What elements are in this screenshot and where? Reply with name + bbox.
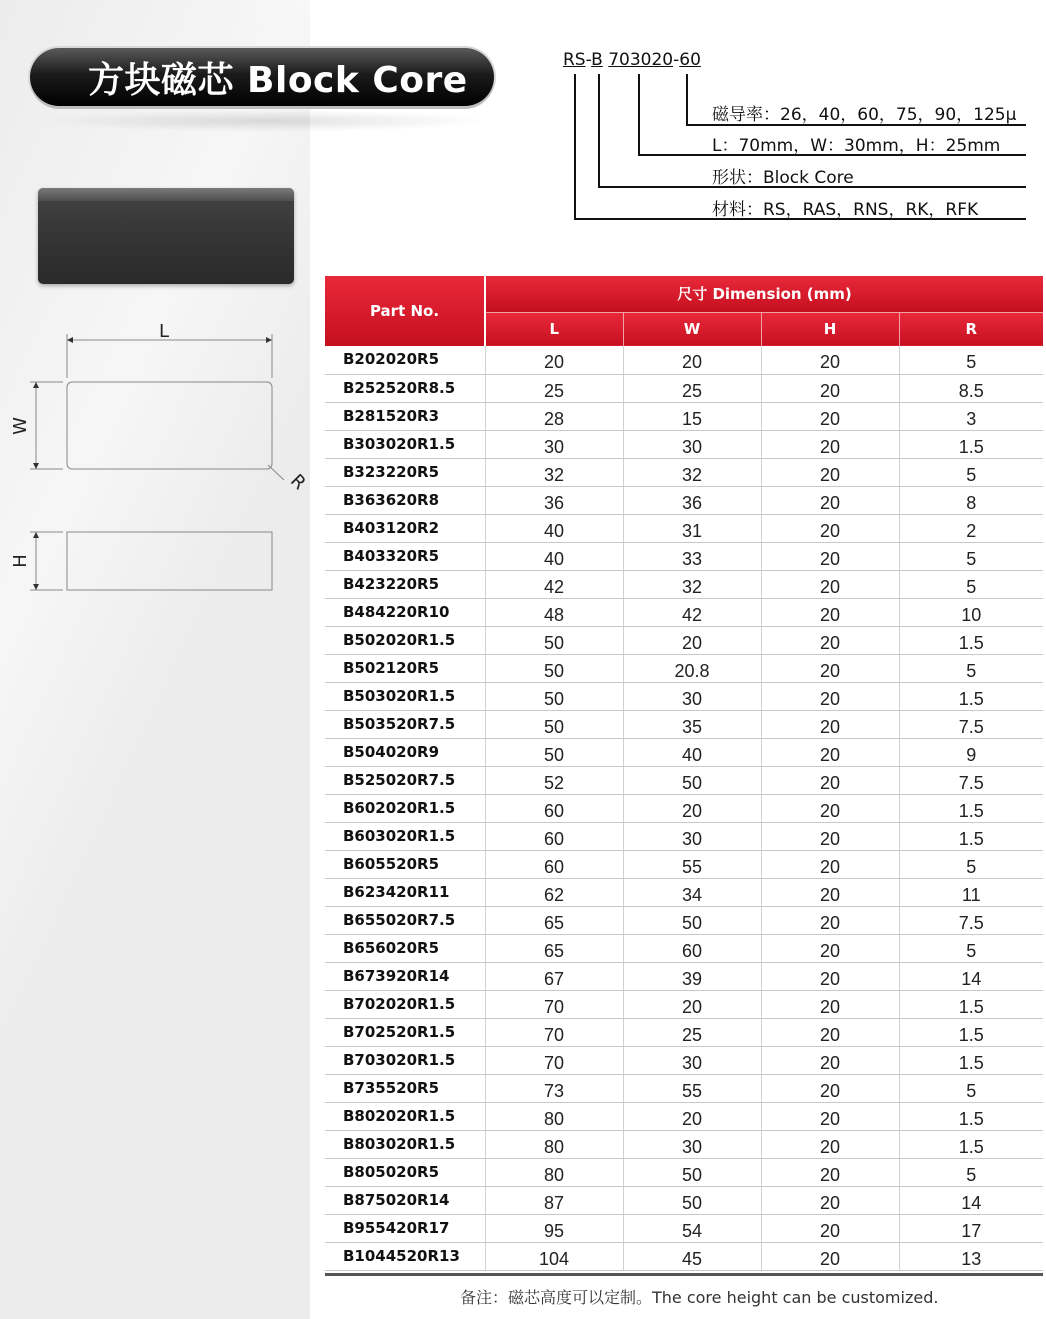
dimension-cell-w: 30 xyxy=(623,1046,761,1074)
dimension-cell-w: 20.8 xyxy=(623,654,761,682)
dimension-cell-r: 5 xyxy=(899,570,1043,598)
part-number-cell: B875020R14 xyxy=(325,1186,485,1214)
dimension-cell-r: 1.5 xyxy=(899,822,1043,850)
table-row xyxy=(325,1186,1043,1214)
table-bottom-rule xyxy=(325,1273,1043,1276)
dimension-cell-r: 5 xyxy=(899,1074,1043,1102)
dimension-cell-l: 42 xyxy=(485,570,623,598)
connector-perm-v xyxy=(686,74,688,126)
dimension-cell-l: 62 xyxy=(485,878,623,906)
header-r: R xyxy=(899,312,1043,346)
table-row xyxy=(325,430,1043,458)
dimension-cell-r: 5 xyxy=(899,1158,1043,1186)
dimension-cell-l: 20 xyxy=(485,346,623,374)
part-number-cell: B702020R1.5 xyxy=(325,990,485,1018)
legend-material: 材料：RS，RAS，RNS，RK，RFK xyxy=(712,200,979,220)
block-top-face xyxy=(38,188,294,201)
label-l: L xyxy=(158,321,170,342)
part-number-cell: B805020R5 xyxy=(325,1158,485,1186)
dimension-cell-w: 50 xyxy=(623,766,761,794)
connector-shape-v xyxy=(598,74,600,188)
part-number-cell: B503020R1.5 xyxy=(325,682,485,710)
part-number-cell: B403320R5 xyxy=(325,542,485,570)
table-row xyxy=(325,794,1043,822)
dimension-cell-w: 54 xyxy=(623,1214,761,1242)
part-number-cell: B673920R14 xyxy=(325,962,485,990)
dimension-cell-l: 70 xyxy=(485,1046,623,1074)
table-row xyxy=(325,962,1043,990)
dimension-cell-r: 1.5 xyxy=(899,430,1043,458)
table-row xyxy=(325,402,1043,430)
dimension-cell-r: 1.5 xyxy=(899,1102,1043,1130)
part-code-legend xyxy=(560,50,1030,220)
dimension-cell-h: 20 xyxy=(761,1214,899,1242)
dimension-cell-h: 20 xyxy=(761,794,899,822)
table-row xyxy=(325,850,1043,878)
dimension-cell-h: 20 xyxy=(761,374,899,402)
dimension-cell-h: 20 xyxy=(761,402,899,430)
table-row xyxy=(325,766,1043,794)
table-row xyxy=(325,682,1043,710)
header-dimension: 尺寸 Dimension (mm) xyxy=(485,276,1043,312)
dimension-cell-w: 20 xyxy=(623,1102,761,1130)
dimension-cell-h: 20 xyxy=(761,542,899,570)
dimension-cell-r: 1.5 xyxy=(899,1046,1043,1074)
dimension-cell-h: 20 xyxy=(761,850,899,878)
dimension-cell-r: 5 xyxy=(899,542,1043,570)
dimension-cell-l: 70 xyxy=(485,1018,623,1046)
dimension-cell-l: 48 xyxy=(485,598,623,626)
dimension-cell-h: 20 xyxy=(761,878,899,906)
dimension-cell-r: 1.5 xyxy=(899,682,1043,710)
dimension-cell-h: 20 xyxy=(761,1074,899,1102)
dimension-cell-h: 20 xyxy=(761,906,899,934)
table-row xyxy=(325,1102,1043,1130)
dimension-cell-h: 20 xyxy=(761,346,899,374)
dimension-cell-r: 1.5 xyxy=(899,794,1043,822)
dimension-cell-h: 20 xyxy=(761,682,899,710)
dimension-cell-r: 17 xyxy=(899,1214,1043,1242)
dimension-cell-r: 11 xyxy=(899,878,1043,906)
dimension-cell-w: 31 xyxy=(623,514,761,542)
dimension-cell-l: 67 xyxy=(485,962,623,990)
part-number-cell: B703020R1.5 xyxy=(325,1046,485,1074)
dimension-cell-l: 104 xyxy=(485,1242,623,1270)
table-row xyxy=(325,570,1043,598)
header-l: L xyxy=(485,312,623,346)
part-number-cell: B1044520R13 xyxy=(325,1242,485,1270)
dimension-cell-w: 39 xyxy=(623,962,761,990)
part-number-cell: B525020R7.5 xyxy=(325,766,485,794)
dimension-cell-w: 32 xyxy=(623,570,761,598)
table-row xyxy=(325,542,1043,570)
part-number-cell: B202020R5 xyxy=(325,346,485,374)
dimension-cell-w: 32 xyxy=(623,458,761,486)
dimension-cell-h: 20 xyxy=(761,990,899,1018)
dimension-cell-l: 65 xyxy=(485,906,623,934)
dimension-cell-h: 20 xyxy=(761,1046,899,1074)
label-r: R xyxy=(286,470,310,494)
dimension-cell-h: 20 xyxy=(761,1102,899,1130)
part-code xyxy=(563,50,701,70)
dimension-cell-h: 20 xyxy=(761,430,899,458)
dimension-cell-r: 8.5 xyxy=(899,374,1043,402)
dimension-cell-r: 3 xyxy=(899,402,1043,430)
connector-material-v xyxy=(574,74,576,220)
dimension-cell-r: 10 xyxy=(899,598,1043,626)
dimension-cell-h: 20 xyxy=(761,598,899,626)
table-row xyxy=(325,878,1043,906)
dimension-cell-r: 5 xyxy=(899,934,1043,962)
part-number-cell: B484220R10 xyxy=(325,598,485,626)
dimension-cell-l: 25 xyxy=(485,374,623,402)
dimension-cell-w: 45 xyxy=(623,1242,761,1270)
dimension-cell-r: 5 xyxy=(899,458,1043,486)
dimension-cell-h: 20 xyxy=(761,486,899,514)
table-row xyxy=(325,1046,1043,1074)
legend-permeability: 磁导率：26，40，60，75，90，125μ xyxy=(712,105,1017,125)
table-row xyxy=(325,710,1043,738)
dimension-cell-l: 40 xyxy=(485,514,623,542)
dimension-cell-w: 50 xyxy=(623,906,761,934)
top-view-outline xyxy=(67,382,272,469)
dimension-cell-l: 80 xyxy=(485,1158,623,1186)
table-row xyxy=(325,1242,1043,1270)
table-row xyxy=(325,626,1043,654)
part-number-cell: B656020R5 xyxy=(325,934,485,962)
dimension-cell-w: 30 xyxy=(623,822,761,850)
dimension-cell-r: 14 xyxy=(899,962,1043,990)
dimension-cell-l: 50 xyxy=(485,654,623,682)
dimension-cell-h: 20 xyxy=(761,738,899,766)
table-row xyxy=(325,1158,1043,1186)
side-view-outline xyxy=(67,532,272,590)
part-number-cell: B803020R1.5 xyxy=(325,1130,485,1158)
dimension-cell-l: 60 xyxy=(485,850,623,878)
dimension-cell-r: 5 xyxy=(899,654,1043,682)
part-number-cell: B702520R1.5 xyxy=(325,1018,485,1046)
dimension-cell-w: 20 xyxy=(623,626,761,654)
dimension-cell-r: 14 xyxy=(899,1186,1043,1214)
dimension-cell-l: 28 xyxy=(485,402,623,430)
title-banner xyxy=(30,48,494,106)
part-number-cell: B735520R5 xyxy=(325,1074,485,1102)
part-number-cell: B363620R8 xyxy=(325,486,485,514)
connector-size-v xyxy=(638,74,640,156)
table-row xyxy=(325,990,1043,1018)
code-sep-1: - xyxy=(585,50,592,70)
part-number-cell: B502120R5 xyxy=(325,654,485,682)
dimension-cell-r: 9 xyxy=(899,738,1043,766)
dimension-cell-r: 1.5 xyxy=(899,1018,1043,1046)
dimension-cell-w: 50 xyxy=(623,1186,761,1214)
part-number-cell: B623420R11 xyxy=(325,878,485,906)
part-number-cell: B252520R8.5 xyxy=(325,374,485,402)
dimension-cell-w: 42 xyxy=(623,598,761,626)
dimension-cell-h: 20 xyxy=(761,1158,899,1186)
legend-dimensions: L：70mm，W：30mm，H：25mm xyxy=(712,136,1001,156)
part-number-cell: B955420R17 xyxy=(325,1214,485,1242)
dimension-cell-w: 25 xyxy=(623,1018,761,1046)
dimension-cell-w: 60 xyxy=(623,934,761,962)
dimension-cell-l: 65 xyxy=(485,934,623,962)
part-number-cell: B603020R1.5 xyxy=(325,822,485,850)
dimension-cell-h: 20 xyxy=(761,766,899,794)
part-number-cell: B605520R5 xyxy=(325,850,485,878)
dimension-cell-h: 20 xyxy=(761,1130,899,1158)
part-number-cell: B303020R1.5 xyxy=(325,430,485,458)
table-row xyxy=(325,1214,1043,1242)
dimension-cell-l: 80 xyxy=(485,1130,623,1158)
code-perm: 60 xyxy=(679,50,701,70)
code-sep-3: - xyxy=(673,50,680,70)
dimension-cell-r: 5 xyxy=(899,346,1043,374)
label-h: H xyxy=(10,554,31,568)
header-w: W xyxy=(623,312,761,346)
table-row xyxy=(325,374,1043,402)
dimension-cell-l: 73 xyxy=(485,1074,623,1102)
dimension-cell-r: 7.5 xyxy=(899,710,1043,738)
dimension-cell-l: 50 xyxy=(485,738,623,766)
dimension-cell-r: 2 xyxy=(899,514,1043,542)
dimension-cell-h: 20 xyxy=(761,1242,899,1270)
page-title: 方块磁芯 Block Core xyxy=(88,59,468,101)
dimension-cell-l: 70 xyxy=(485,990,623,1018)
dimension-cell-h: 20 xyxy=(761,570,899,598)
table-row xyxy=(325,1074,1043,1102)
dimension-cell-w: 20 xyxy=(623,346,761,374)
header-part-no: Part No. xyxy=(325,276,485,346)
dimension-cell-h: 20 xyxy=(761,710,899,738)
dimension-cell-w: 15 xyxy=(623,402,761,430)
dimension-cell-l: 32 xyxy=(485,458,623,486)
r-leader-line xyxy=(268,465,284,480)
dimension-cell-h: 20 xyxy=(761,626,899,654)
table-row xyxy=(325,514,1043,542)
table-row xyxy=(325,738,1043,766)
dimension-cell-h: 20 xyxy=(761,1018,899,1046)
dimension-cell-h: 20 xyxy=(761,514,899,542)
table-row xyxy=(325,458,1043,486)
title-reflection xyxy=(40,110,490,132)
dimension-cell-l: 30 xyxy=(485,430,623,458)
dimension-cell-w: 20 xyxy=(623,794,761,822)
part-number-cell: B503520R7.5 xyxy=(325,710,485,738)
header-h: H xyxy=(761,312,899,346)
table-row xyxy=(325,906,1043,934)
table-body xyxy=(325,346,1043,1270)
part-number-cell: B502020R1.5 xyxy=(325,626,485,654)
dimension-cell-h: 20 xyxy=(761,458,899,486)
table-row xyxy=(325,654,1043,682)
part-number-cell: B281520R3 xyxy=(325,402,485,430)
dimension-cell-l: 60 xyxy=(485,794,623,822)
part-number-cell: B802020R1.5 xyxy=(325,1102,485,1130)
part-number-cell: B423220R5 xyxy=(325,570,485,598)
dimension-cell-l: 60 xyxy=(485,822,623,850)
dimension-cell-w: 50 xyxy=(623,1158,761,1186)
dimension-cell-w: 35 xyxy=(623,710,761,738)
dimension-cell-w: 55 xyxy=(623,1074,761,1102)
legend-shape: 形状：Block Core xyxy=(712,168,854,188)
dimension-cell-r: 7.5 xyxy=(899,906,1043,934)
dimension-cell-w: 55 xyxy=(623,850,761,878)
code-size: 703020 xyxy=(608,50,674,70)
dimension-cell-l: 50 xyxy=(485,626,623,654)
dimension-cell-r: 8 xyxy=(899,486,1043,514)
footnote: 备注：磁芯高度可以定制。The core height can be customized. xyxy=(460,1288,939,1307)
dimension-cell-w: 25 xyxy=(623,374,761,402)
dimension-cell-h: 20 xyxy=(761,654,899,682)
table-row xyxy=(325,934,1043,962)
code-material: RS xyxy=(563,50,586,70)
dimension-cell-w: 30 xyxy=(623,430,761,458)
dimension-cell-l: 95 xyxy=(485,1214,623,1242)
dimension-cell-r: 1.5 xyxy=(899,626,1043,654)
table-row xyxy=(325,486,1043,514)
table-row xyxy=(325,1018,1043,1046)
table-row xyxy=(325,346,1043,374)
dimension-cell-w: 30 xyxy=(623,682,761,710)
dimension-cell-w: 30 xyxy=(623,1130,761,1158)
part-number-cell: B323220R5 xyxy=(325,458,485,486)
dimension-cell-w: 33 xyxy=(623,542,761,570)
dimension-cell-r: 1.5 xyxy=(899,990,1043,1018)
dimension-cell-l: 50 xyxy=(485,682,623,710)
dimension-cell-h: 20 xyxy=(761,934,899,962)
dimension-cell-l: 50 xyxy=(485,710,623,738)
dimension-cell-h: 20 xyxy=(761,822,899,850)
dimension-cell-r: 7.5 xyxy=(899,766,1043,794)
dimension-cell-w: 20 xyxy=(623,990,761,1018)
dimension-cell-r: 13 xyxy=(899,1242,1043,1270)
dimension-cell-w: 34 xyxy=(623,878,761,906)
dimension-cell-l: 80 xyxy=(485,1102,623,1130)
part-number-cell: B602020R1.5 xyxy=(325,794,485,822)
dimension-cell-l: 40 xyxy=(485,542,623,570)
dimension-cell-h: 20 xyxy=(761,1186,899,1214)
part-number-cell: B655020R7.5 xyxy=(325,906,485,934)
part-number-cell: B403120R2 xyxy=(325,514,485,542)
dimension-cell-w: 36 xyxy=(623,486,761,514)
table-row xyxy=(325,822,1043,850)
dimension-cell-l: 36 xyxy=(485,486,623,514)
dimension-cell-r: 5 xyxy=(899,850,1043,878)
dimension-drawing xyxy=(0,310,310,610)
table-row xyxy=(325,1130,1043,1158)
dimension-cell-h: 20 xyxy=(761,962,899,990)
label-w: W xyxy=(10,417,31,435)
block-core-image xyxy=(38,188,294,284)
code-shape: B xyxy=(591,50,603,70)
dimension-cell-l: 52 xyxy=(485,766,623,794)
dimension-cell-r: 1.5 xyxy=(899,1130,1043,1158)
dimension-cell-l: 87 xyxy=(485,1186,623,1214)
dimension-cell-w: 40 xyxy=(623,738,761,766)
part-number-cell: B504020R9 xyxy=(325,738,485,766)
table-row xyxy=(325,598,1043,626)
dimension-table xyxy=(325,276,1043,1271)
